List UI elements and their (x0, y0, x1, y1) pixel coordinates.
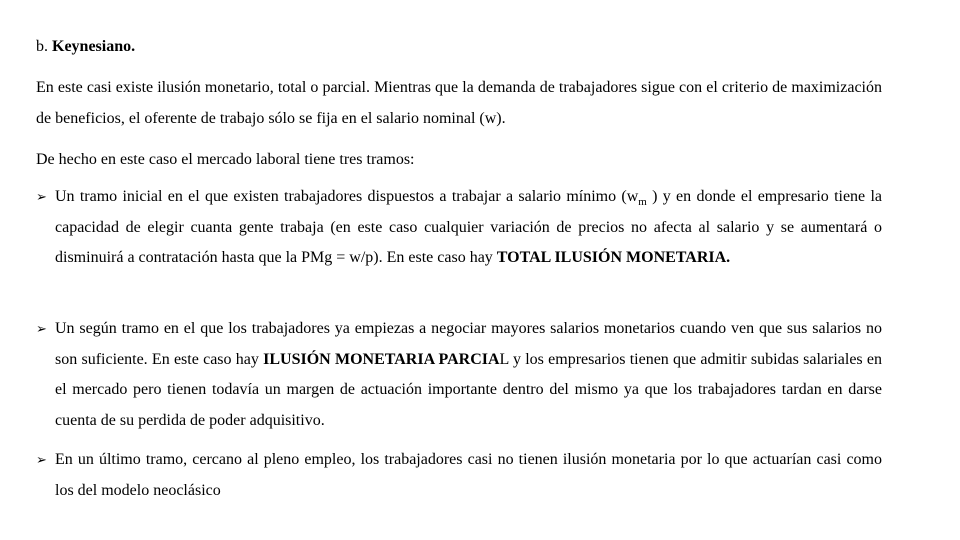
bullet-text (55, 314, 882, 436)
section-heading (36, 36, 135, 58)
bullet-text-part: ) y en donde el empresario tiene la capacidad de elegir cuanta gente trabaja (en este caso cualquier variación de precios no afecta al salario y se aumentará o disminuirá a contratación hasta que la PMg = w/p). En este caso hay (55, 188, 882, 266)
bullet-text (55, 182, 882, 274)
arrow-bullet-icon: ➢ (36, 190, 47, 205)
bullet-text: En un último tramo, cercano al pleno empleo, los trabajadores casi no tienen ilusión monetaria por lo que actuarían casi como los del modelo neoclásico (55, 451, 882, 499)
bullet-text-part: L y los empresarios tienen que admitir subidas salariales en el mercado pero tienen todavía un margen de actuación importante dentro del mismo ya que los trabajadores tardan en darse cuenta de su perdida de poder adquisitivo. (55, 350, 883, 429)
subscript: m (638, 196, 647, 209)
bullet-item-last (36, 445, 882, 506)
arrow-bullet-icon: ➢ (36, 322, 47, 337)
section-prefix: b. (36, 38, 52, 55)
bullet-item-second (36, 314, 882, 436)
bullet-text-part: Un según tramo en el que los trabajadores ya empiezas a negociar mayores salarios monetarios cuando ven que sus salarios no son suficiente. En este caso hay (55, 320, 882, 368)
bullet-item-initial (36, 182, 882, 274)
bold-emphasis: TOTAL ILUSIÓN MONETARIA. (496, 249, 731, 266)
arrow-bullet-icon: ➢ (36, 453, 47, 468)
tramos-paragraph: De hecho en este caso el mercado laboral tiene tres tramos: (36, 151, 415, 168)
bullet-text-part: Un tramo inicial en el que existen trabajadores dispuestos a trabajar a salario mínimo (w (55, 188, 639, 205)
section-title: Keynesiano. (52, 38, 136, 55)
intro-paragraph: En este casi existe ilusión monetario, total o parcial. Mientras que la demanda de trabajadores sigue con el criterio de maximización de beneficios, el oferente de trabajo sólo se fija en el salario nominal (w). (36, 79, 882, 127)
bold-emphasis: ILUSIÓN MONETARIA PARCIA (263, 350, 500, 368)
